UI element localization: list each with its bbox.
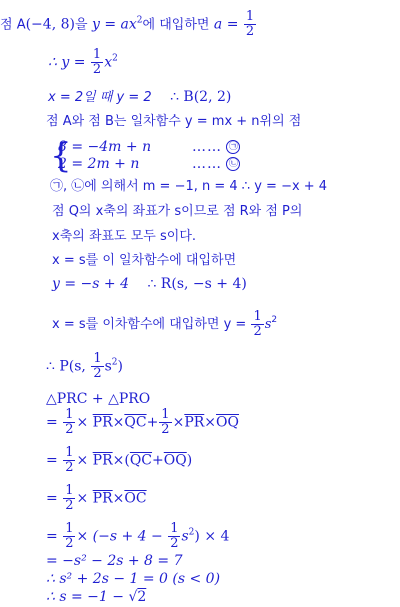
line-14 [46,390,150,408]
segment-oq: $\overline{OQ}$ [163,452,187,469]
fraction-half: $\frac{1}{2}$ [65,483,74,513]
text-substitute: 에 대입하면 [142,17,210,33]
segment-oq: $\overline{OQ}$ [216,414,239,431]
var-s: s [264,317,272,332]
segment-pr: $\overline{PR}$ [184,414,205,431]
fraction-half: $\frac{1}{2}$ [170,521,179,551]
fraction-half: $\frac{1}{2}$ [92,47,102,77]
line-3 [48,88,231,107]
line-7 [50,178,327,196]
segment-qc: $\overline{QC}$ [124,414,147,431]
eq-a: a = [213,16,239,33]
line-13: ∴ P(s, $\frac{1}{2}$ $s^2$) [46,351,123,381]
eq-simplified: = −s² − 2s + 8 = 7 [46,553,183,569]
segment-pr: $\overline{PR}$ [92,452,113,469]
text-point-a: 점 A [0,17,26,33]
segment-pr: $\overline{PR}$ [92,414,113,431]
eq-quadratic: y = ax [91,16,137,33]
text-x2-y2: x = 2일 때 y = 2 [48,90,152,105]
coord-a: (−4, 8) [25,16,75,33]
eq-solution: ∴ s = −1 − [46,589,124,605]
line-9 [52,228,196,246]
segment-pr: $\overline{PR}$ [92,490,113,507]
fraction-half: $\frac{1}{2}$ [65,521,74,551]
line-19 [46,552,183,570]
fraction-half: $\frac{1}{2}$ [65,445,74,475]
triangle-sum: △PRC + △PRO [46,391,151,407]
dots: …… [192,139,222,155]
particle: 을 [74,17,88,33]
expr-c: ) × 4 [194,528,230,545]
var-s: s [104,358,112,375]
equals: = [46,414,58,431]
line-21 [46,588,146,606]
line-2: ∴ y = $\frac{1}{2}$ $x^2$ [48,47,118,77]
var-x: x [104,54,113,71]
line-11 [52,275,247,293]
line-10 [52,252,236,270]
fraction-half: $\frac{1}{2}$ [245,9,255,39]
left-brace: { [50,136,72,176]
line-20 [46,570,220,588]
line-16: = $\frac{1}{2}$ × $\overline{PR}\times(\overline{QC}+\overline{OQ})$ [46,445,193,475]
mark-2: ㉡ [226,157,240,171]
text-x-coords: x축의 좌표도 모두 s이다. [52,229,197,244]
dots: …… [192,156,222,172]
text-sub-linear: x = s를 이 일차함수에 대입하면 [52,253,237,268]
fraction-half: $\frac{1}{2}$ [65,407,74,437]
fraction-half: $\frac{1}{2}$ [253,309,262,339]
expr-a: × (−s + 4 − [76,528,163,545]
eq-y-linear: y = −s + 4 [52,276,129,292]
fraction-half: $\frac{1}{2}$ [161,407,170,437]
point-b: ∴ B(2, 2) [170,89,232,105]
var-s: s [181,528,189,545]
mark-1: ㉠ [226,140,240,154]
eq-2: 2 = 2m + n [58,156,140,172]
text-solution: ㉠, ㉡에 의해서 m = −1, n = 4 ∴ y = −x + 4 [50,179,328,194]
line-5-mark [192,138,240,156]
eq-quadratic-s: ∴ s² + 2s − 1 = 0 (s < 0) [46,571,221,587]
line-4 [46,113,301,131]
line-17: = $\frac{1}{2}$ × $\overline{PR}\times\overline{OC}$ [46,483,147,513]
line-1: 점 A(−4, 8)을 $y = ax^2$에 대입하면 a = $\frac{1}{2}$ [0,9,255,39]
therefore-y: ∴ y = [48,54,86,71]
point-p-start: ∴ P(s, [46,358,86,375]
text-linear: 점 A와 점 B는 일차함수 y = mx + n위의 점 [46,114,302,129]
line-18: = $\frac{1}{2}$ × (−s + 4 − $\frac{1}{2}$ $s^2) \times 4$ [46,521,230,551]
eq-1: 8 = −4m + n [58,139,152,155]
line-8 [52,203,302,221]
fraction-half: $\frac{1}{2}$ [93,351,102,381]
line-15: = $\frac{1}{2}$ × $\overline{PR}\times\overline{QC}+$ $\frac{1}{2}$ $\times\overline{PR}\times\overline{OQ}$ [46,407,239,437]
line-6-mark [192,155,240,173]
sqrt-radicand: 2 [137,589,147,605]
segment-qc: $\overline{QC}$ [129,452,153,469]
line-12: x = s를 이차함수에 대입하면 y = $\frac{1}{2}$ $s^2$ [52,309,278,339]
text-q: 점 Q의 x축의 좌표가 s이므로 점 R와 점 P의 [52,204,303,219]
text-sub-quad: x = s를 이차함수에 대입하면 y = [52,317,247,332]
sqrt-sign: √ [128,589,138,605]
segment-oc: $\overline{OC}$ [124,490,147,507]
line-6 [58,155,139,173]
point-r: ∴ R(s, −s + 4) [147,276,247,292]
line-5 [58,138,151,156]
